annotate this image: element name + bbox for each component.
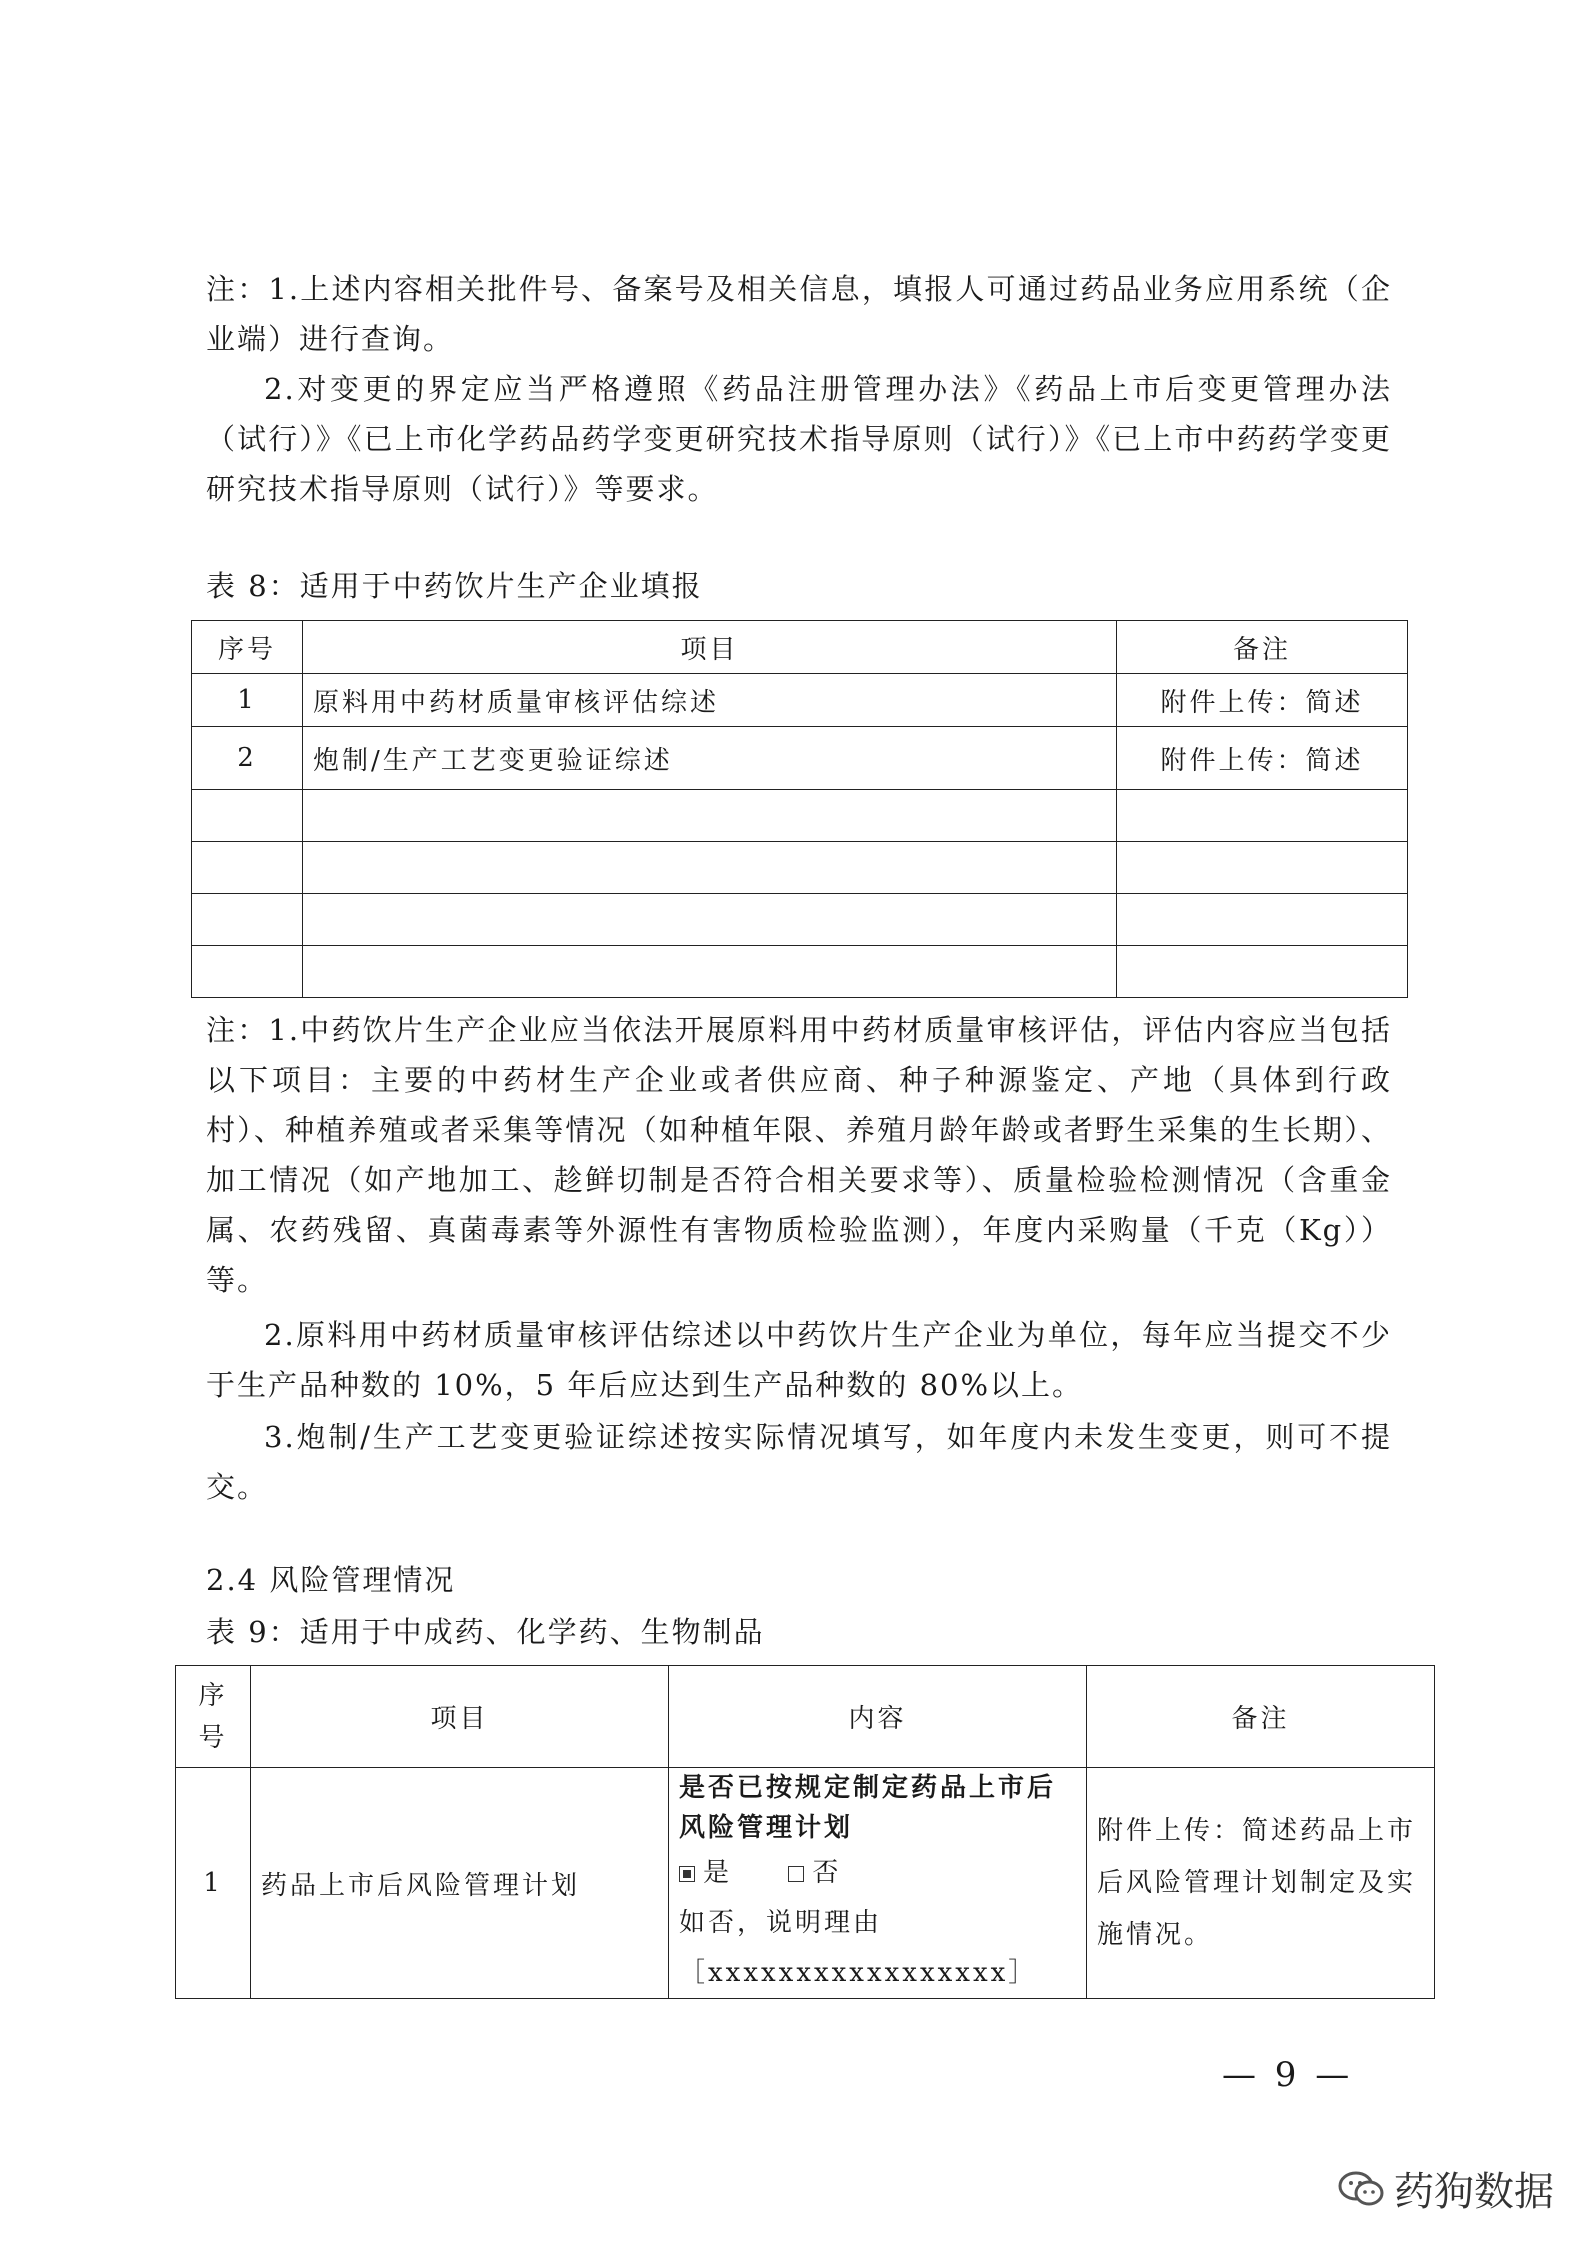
section-heading: 2.4 风险管理情况 [206, 1563, 456, 1597]
yes-checkbox[interactable] [679, 1866, 695, 1882]
note2-item2: 2.原料用中药材质量审核评估综述以中药饮片生产企业为单位，每年应当提交不少于生产品种数的 10%，5 年后应达到生产品种数的 80%以上。 [206, 1318, 1392, 1402]
table8-header-no: 序号 [192, 621, 303, 674]
chat-bubble-icon [1338, 2169, 1384, 2209]
empty-cell [303, 946, 1117, 998]
table9-header-item: 项目 [251, 1666, 669, 1768]
reason-label: 如否，说明理由 [679, 1908, 883, 1938]
empty-cell [192, 790, 303, 842]
watermark [1338, 2160, 1554, 2217]
table-row-empty [192, 790, 1408, 842]
note1-item2: 2.对变更的界定应当严格遵照《药品注册管理办法》《药品上市后变更管理办法（试行）》《已上市化学药品药学变更研究技术指导原则（试行）》《已上市中药药学变更研究技术指导原则（试行）》等要求。 [206, 372, 1392, 506]
table8-header-item: 项目 [303, 621, 1117, 674]
table8 [191, 620, 1408, 998]
table8-row2-no: 2 [192, 727, 303, 790]
table-row [192, 727, 1408, 790]
table8-row1-remark: 附件上传：简述 [1117, 674, 1408, 727]
note2-item3: 3.炮制/生产工艺变更验证综述按实际情况填写，如年度内未发生变更，则可不提交。 [206, 1420, 1392, 1504]
table-row-empty [192, 894, 1408, 946]
note1-item1: 注：1.上述内容相关批件号、备案号及相关信息，填报人可通过药品业务应用系统（企业端）进行查询。 [206, 272, 1392, 356]
empty-cell [303, 894, 1117, 946]
yes-no-options [679, 1848, 1076, 1898]
empty-cell [1117, 946, 1408, 998]
table9-header-content: 内容 [669, 1666, 1087, 1768]
table8-header-remark: 备注 [1117, 621, 1408, 674]
watermark-text: 药狗数据 [1394, 2169, 1554, 2215]
table8-row1-no: 1 [192, 674, 303, 727]
empty-cell [192, 894, 303, 946]
empty-cell [1117, 894, 1408, 946]
empty-cell [192, 842, 303, 894]
table8-header-row [192, 621, 1408, 674]
table8-row1-item: 原料用中药材质量审核评估综述 [303, 674, 1117, 727]
empty-cell [303, 842, 1117, 894]
table-row-empty [192, 946, 1408, 998]
table9-row1-content [669, 1768, 1087, 1999]
table9-header-no: 序号 [176, 1666, 251, 1768]
reason-value[interactable]: ［xxxxxxxxxxxxxxxxx］ [679, 1958, 1038, 1988]
table9 [175, 1665, 1435, 1999]
no-checkbox[interactable] [788, 1866, 804, 1882]
table8-row2-item: 炮制/生产工艺变更验证综述 [303, 727, 1117, 790]
empty-cell [192, 946, 303, 998]
table-row-empty [192, 842, 1408, 894]
risk-plan-question: 是否已按规定制定药品上市后风险管理计划 [679, 1773, 1057, 1843]
table-row [176, 1768, 1435, 1999]
table-row [192, 674, 1408, 727]
page-number: — 9 — [1222, 2055, 1354, 2095]
empty-cell [1117, 790, 1408, 842]
yes-label: 是 [703, 1858, 733, 1888]
table9-row1-no: 1 [176, 1768, 251, 1999]
table8-row2-remark: 附件上传：简述 [1117, 727, 1408, 790]
no-label: 否 [812, 1858, 842, 1888]
table9-caption: 表 9：适用于中成药、化学药、生物制品 [206, 1615, 765, 1649]
table8-caption: 表 8：适用于中药饮片生产企业填报 [206, 569, 703, 603]
table9-header-row [176, 1666, 1435, 1768]
table9-header-remark: 备注 [1087, 1666, 1435, 1768]
empty-cell [303, 790, 1117, 842]
table9-row1-item: 药品上市后风险管理计划 [251, 1768, 669, 1999]
note2-item1: 注：1.中药饮片生产企业应当依法开展原料用中药材质量审核评估，评估内容应当包括以下项目：主要的中药材生产企业或者供应商、种子种源鉴定、产地（具体到行政村）、种植养殖或者采集等情况（如种植年限、养殖月龄年龄或者野生采集的生长期）、加工情况（如产地加工、趁鲜切制是否符合相关要求等）、质量检验检测情况（含重金属、农药残留、真菌毒素等外源性有害物质检验监测），年度内采购量（千克（Kg））等。 [206, 1013, 1392, 1297]
table9-row1-remark: 附件上传：简述药品上市后风险管理计划制定及实施情况。 [1087, 1768, 1435, 1999]
empty-cell [1117, 842, 1408, 894]
